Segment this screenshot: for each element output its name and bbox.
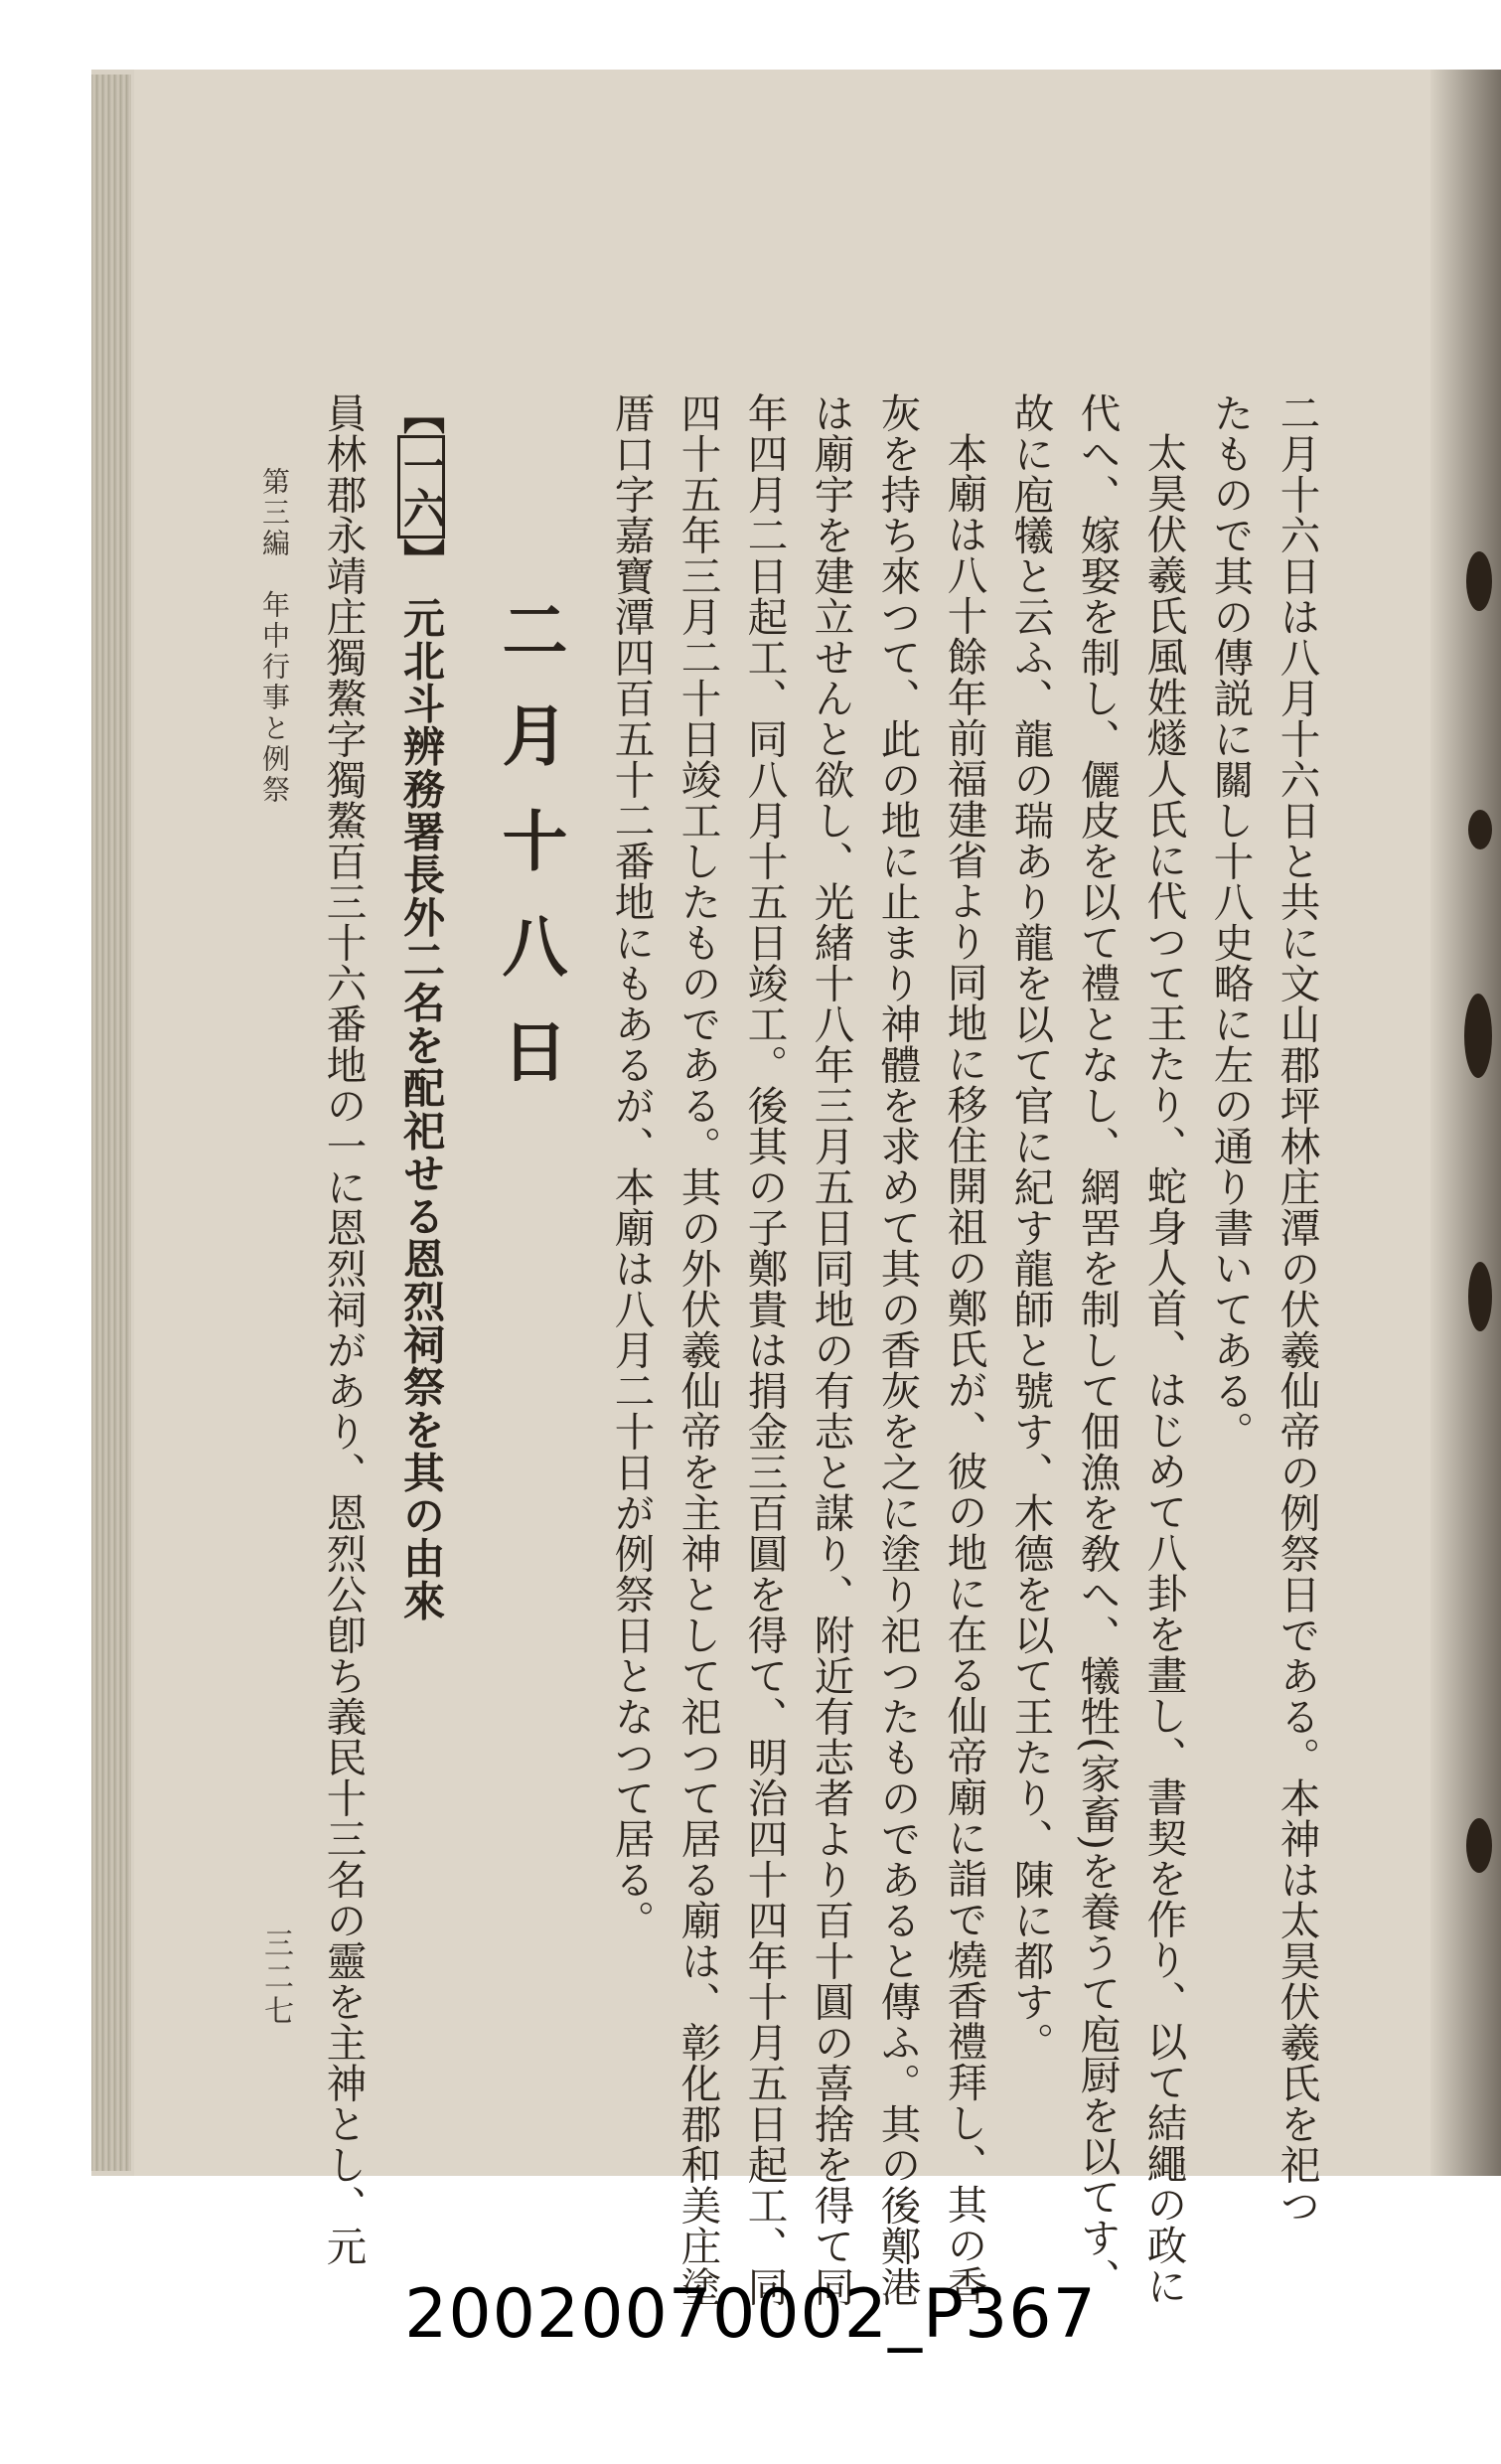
body-column-9: 年四月二日起工、同八月十五日竣工。後其の子鄭貴は捐金三百圓を得て、明治四十四年十月五日起工、同 [740, 392, 789, 2307]
body-column-11: 厝口字嘉寶潭四百五十二番地にもあるが、本廟は八月二十日が例祭日となつて居る。 [607, 392, 656, 1940]
page-edges [91, 75, 131, 2171]
spine-shadow [1430, 70, 1501, 2176]
body-column-12: 員林郡永靖庄獨鰲字獨鰲百三十六番地の一に恩烈祠があり、恩烈公卽ち義民十三名の靈を主神とし、元 [319, 392, 368, 2266]
body-column-10: 四十五年三月二十日竣工したものである。其の外伏羲仙帝を主神として祀つて居る廟は、彰化郡和美庄塗 [674, 392, 722, 2307]
section-heading [397, 392, 445, 1622]
body-column-2: たもので其の傳説に關し十八史略に左の通り書いてある。 [1206, 392, 1255, 1452]
body-column-8: は廟宇を建立せんと欲し、光緒十八年三月五日同地の有志と謀り、附近有志者より百十圓の喜捨を得て同 [807, 392, 855, 2307]
page-number: 三二七 [258, 1927, 293, 2029]
body-column-7: 灰を持ち來つて、此の地に止まり神體を求めて其の香灰を之に塗り祀つたものであると傳ふ。其の後鄭港 [873, 392, 922, 2307]
ink-blot [1468, 810, 1492, 849]
body-column-4: 代へ、嫁娶を制し、儷皮を以て禮となし、網罟を制して佃漁を敎へ、犧牲(家畜)を養うて庖厨を以てす、 [1073, 392, 1122, 2299]
ink-blot [1466, 1818, 1492, 1873]
ink-blot [1468, 1262, 1492, 1331]
section-number: 一六 [397, 435, 445, 539]
ink-blot [1466, 551, 1492, 611]
section-bracket-open: 【 [397, 392, 446, 435]
image-caption: 20020070002_P367 [404, 2275, 1097, 2354]
body-column-6: 本廟は八十餘年前福建省より同地に移住開祖の鄭氏が、彼の地に在る仙帝廟に詣で燒香禮拜し、其の香 [940, 432, 988, 2306]
chapter-footer: 第三編 年中行事と例祭 [258, 467, 291, 806]
body-column-1: 二月十六日は八月十六日と共に文山郡坪林庄潭の伏羲仙帝の例祭日である。本神は太昊伏羲氏を祀つ [1273, 392, 1321, 2226]
body-column-5: 故に庖犧と云ふ、龍の瑞あり龍を以て官に紀す龍師と號す、木德を以て王たり、陳に都す。 [1006, 392, 1055, 2063]
ink-blot [1464, 994, 1492, 1078]
section-title: 元北斗辨務署長外二名を配祀せる恩烈祠祭を其の由來 [397, 596, 446, 1622]
date-heading: 二月十八日 [491, 596, 568, 1123]
section-bracket-close: 】 [397, 539, 446, 581]
body-column-3: 太昊伏羲氏風姓燧人氏に代つて王たり、蛇身人首、はじめて八卦を畫し、書契を作り、以て結繩の政に [1139, 432, 1188, 2306]
